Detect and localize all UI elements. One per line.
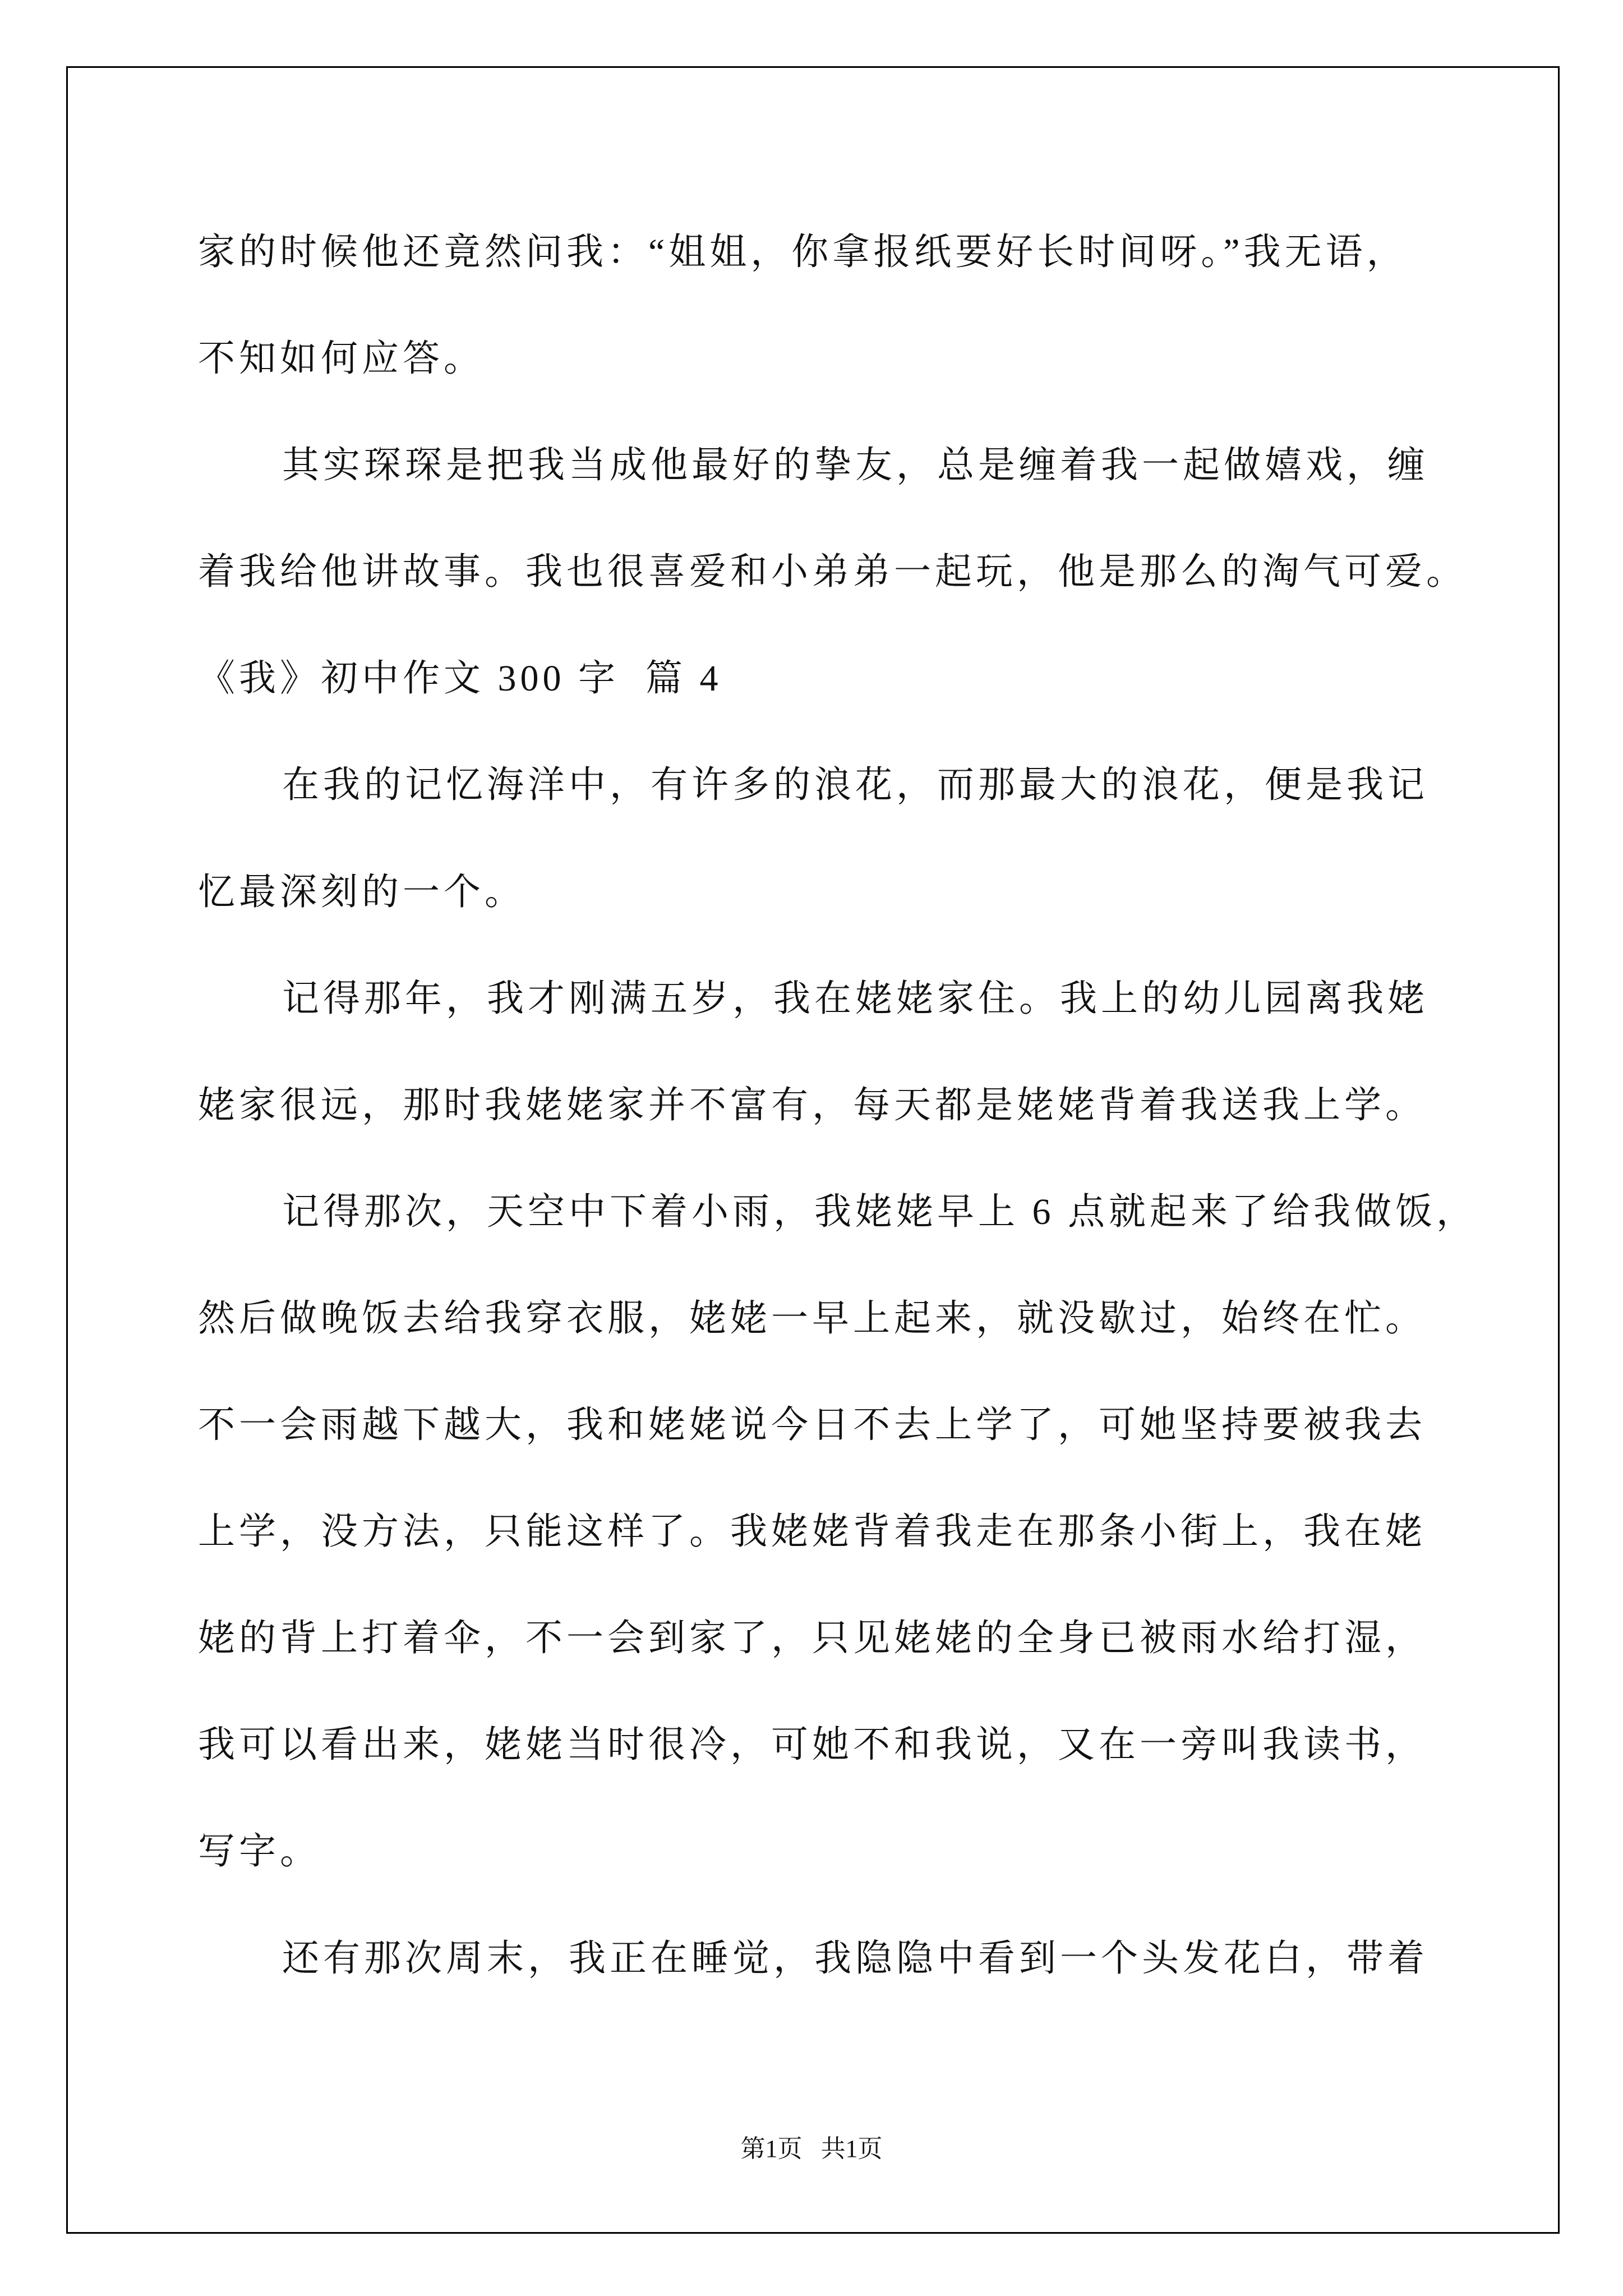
text-line: 家的时候他还竟然问我：“姐姐，你拿报纸要好长时间呀。”我无语，	[198, 232, 1408, 273]
text-line: 忆最深刻的一个。	[198, 871, 525, 913]
text-line: 着我给他讲故事。我也很喜爱和小弟弟一起玩，他是那么的淘气可爱。	[198, 551, 1467, 593]
text-line: 上学，没方法，只能这样了。我姥姥背着我走在那条小街上，我在姥	[198, 1511, 1426, 1553]
text-line: 姥家很远，那时我姥姥家并不富有，每天都是姥姥背着我送我上学。	[198, 1084, 1426, 1126]
text-line: 然后做晚饭去给我穿衣服，姥姥一早上起来，就没歇过，始终在忙。	[198, 1297, 1426, 1339]
paragraph-start-line: 记得那年，我才刚满五岁，我在姥姥家住。我上的幼儿园离我姥	[282, 978, 1428, 1019]
text-line: 写字。	[198, 1831, 321, 1872]
text-line: 不知如何应答。	[198, 338, 485, 380]
paragraph-start-line: 记得那次，天空中下着小雨，我姥姥早上 6 点就起来了给我做饭，	[282, 1191, 1477, 1232]
text-line: 我可以看出来，姥姥当时很冷，可她不和我说，又在一旁叫我读书，	[198, 1724, 1426, 1766]
paragraph-start-line: 在我的记忆海洋中，有许多的浪花，而那最大的浪花，便是我记	[282, 765, 1428, 806]
page-footer: 第1页 共1页	[740, 2135, 883, 2162]
text-line: 不一会雨越下越大，我和姥姥说今日不去上学了，可她坚持要被我去	[198, 1405, 1426, 1446]
paragraph-start-line: 其实琛琛是把我当成他最好的挚友，总是缠着我一起做嬉戏，缠	[282, 445, 1428, 486]
paragraph-start-line: 还有那次周末，我正在睡觉，我隐隐中看到一个头发花白，带着	[282, 1938, 1428, 1979]
section-heading: 《我》初中作文 300 字 篇 4	[198, 658, 722, 700]
body-text	[198, 199, 1499, 2012]
text-line: 姥的背上打着伞，不一会到家了，只见姥姥的全身已被雨水给打湿，	[198, 1618, 1426, 1659]
